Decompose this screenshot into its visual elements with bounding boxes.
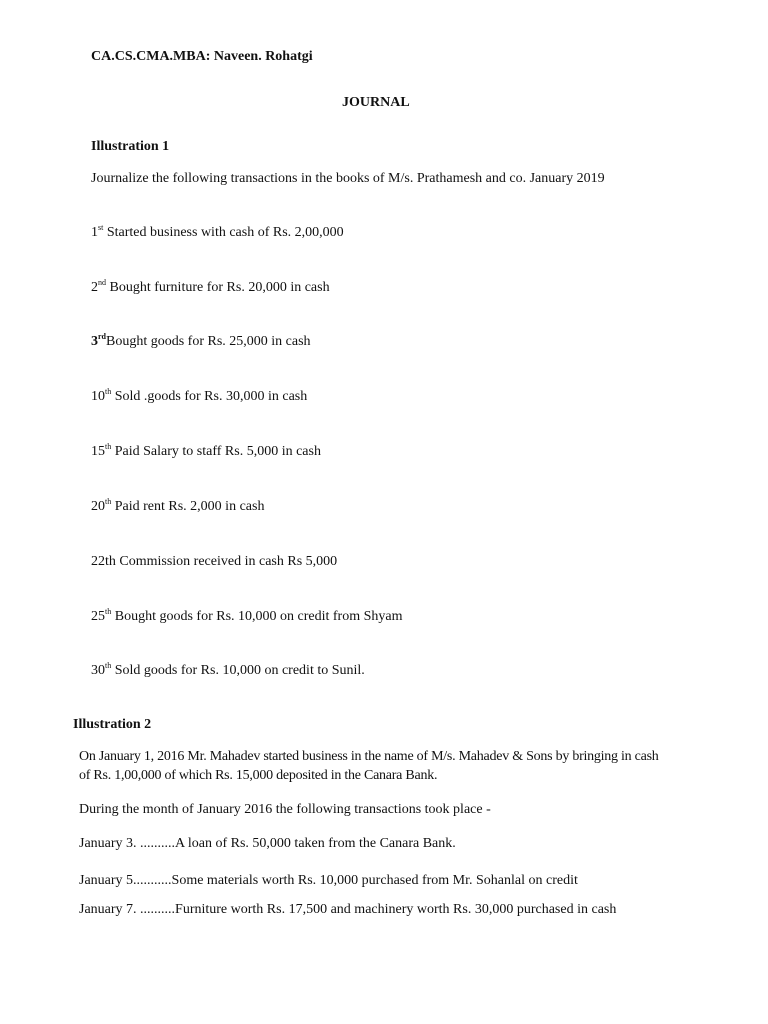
- day-suffix: nd: [98, 278, 106, 287]
- transaction-day: 10: [91, 389, 105, 404]
- entry-line: January 3. ..........A loan of Rs. 50,000 taken from the Canara Bank.: [79, 836, 456, 851]
- transaction-line: [91, 662, 365, 680]
- illustration-1-intro: Journalize the following transactions in the books of M/s. Prathamesh and co. January 2019: [91, 171, 605, 186]
- page-title: JOURNAL: [342, 95, 410, 110]
- transaction-line: [91, 333, 311, 351]
- transaction-text: Bought furniture for Rs. 20,000 in cash: [106, 280, 330, 295]
- transaction-day: 25: [91, 609, 105, 624]
- illustration-1-heading: Illustration 1: [91, 139, 170, 154]
- transaction-text: Paid Salary to staff Rs. 5,000 in cash: [111, 444, 321, 459]
- transaction-text: Bought goods for Rs. 10,000 on credit from Shyam: [111, 609, 403, 624]
- entry-line: January 5...........Some materials worth Rs. 10,000 purchased from Mr. Sohanlal on credit: [79, 873, 578, 888]
- transaction-line: [91, 388, 307, 406]
- day-suffix: rd: [98, 332, 106, 341]
- transaction-text: Paid rent Rs. 2,000 in cash: [111, 499, 265, 514]
- transaction-day: 30: [91, 663, 105, 678]
- day-suffix: th: [105, 387, 112, 396]
- day-suffix: th: [105, 497, 112, 506]
- transaction-day: 15: [91, 444, 105, 459]
- day-suffix: st: [98, 223, 104, 232]
- illustration-2-heading: Illustration 2: [73, 717, 152, 732]
- transaction-line: [91, 224, 344, 242]
- transaction-line: [91, 498, 264, 516]
- transaction-text: Bought goods for Rs. 25,000 in cash: [106, 334, 311, 349]
- transaction-text: 22th Commission received in cash Rs 5,000: [91, 554, 338, 569]
- day-suffix: th: [105, 442, 112, 451]
- transaction-day: 2: [91, 280, 98, 295]
- transaction-line: [91, 608, 403, 626]
- transaction-day: 3: [91, 334, 98, 349]
- transaction-day: 20: [91, 499, 105, 514]
- transaction-line: [91, 553, 337, 571]
- transaction-text: Sold .goods for Rs. 30,000 in cash: [111, 389, 308, 404]
- day-suffix: th: [105, 607, 112, 616]
- illustration-2-paragraph: On January 1, 2016 Mr. Mahadev started business in the name of M/s. Mahadev & Sons by bringing in cash of Rs. 1,00,000 of which Rs. 15,000 deposited in the Canara Bank.: [79, 749, 659, 783]
- transaction-day: 1: [91, 225, 98, 240]
- author-line: CA.CS.CMA.MBA: Naveen. Rohatgi: [91, 49, 313, 64]
- day-suffix: th: [105, 661, 112, 670]
- transaction-text: Started business with cash of Rs. 2,00,000: [103, 225, 344, 240]
- entry-line: January 7. ..........Furniture worth Rs. 17,500 and machinery worth Rs. 30,000 purchased in cash: [79, 902, 617, 917]
- transaction-line: [91, 279, 330, 297]
- illustration-2-paragraph: During the month of January 2016 the following transactions took place -: [79, 802, 491, 817]
- transaction-text: Sold goods for Rs. 10,000 on credit to Sunil.: [111, 663, 365, 678]
- transaction-line: [91, 443, 321, 461]
